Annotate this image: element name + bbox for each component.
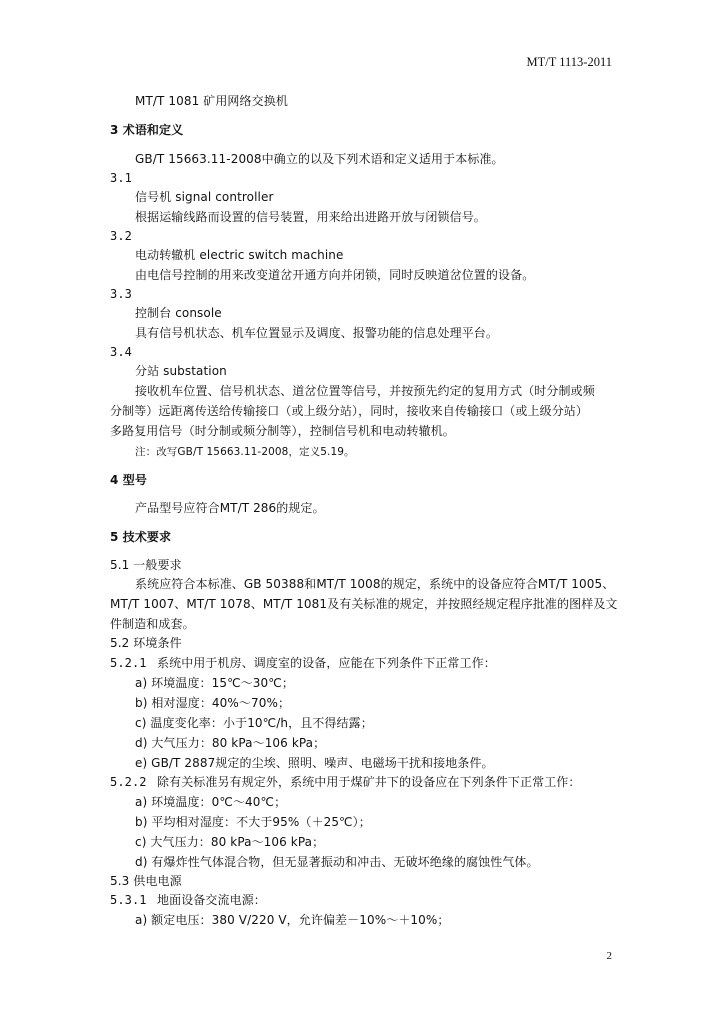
clause-5-3-1-number: 5.3.1 [110, 893, 147, 907]
term-3-1-title: 信号机 signal controller [135, 190, 274, 204]
clause-5-2-2-item-a: a) 环境温度：0℃～40℃； [135, 795, 287, 809]
clause-5-2-2-number: 5.2.2 [110, 775, 147, 789]
term-3-4-number: 3.4 [110, 345, 132, 359]
section-3-intro: GB/T 15663.11-2008中确立的以及下列术语和定义适用于本标准。 [135, 152, 504, 166]
term-3-2-definition: 由电信号控制的用来改变道岔开通方向并闭锁，同时反映道岔位置的设备。 [135, 268, 535, 282]
section-4-body: 产品型号应符合MT/T 286的规定。 [135, 501, 325, 515]
term-3-4-definition-line-1: 接收机车位置、信号机状态、道岔位置等信号，并按预先约定的复用方式（时分制或频 [135, 384, 595, 398]
term-3-4-note: 注：改写GB/T 15663.11-2008，定义5.19。 [135, 446, 355, 458]
term-3-4-definition-line-2: 分制等）远距离传送给传输接口（或上级分站），同时，接收来自传输接口（或上级分站） [110, 404, 589, 418]
clause-5-2-2-item-b: b) 平均相对湿度：不大于95%（＋25℃）； [135, 815, 371, 829]
term-3-3-definition: 具有信号机状态、机车位置显示及调度、报警功能的信息处理平台。 [135, 326, 499, 340]
section-4-heading: 4 型号 [110, 473, 147, 487]
term-3-4-definition-line-3: 多路复用信号（时分制或频分制等），控制信号机和电动转辙机。 [110, 424, 455, 438]
clause-5-2-1-item-a: a) 环境温度：15℃～30℃； [135, 676, 294, 690]
term-3-2-title: 电动转辙机 electric switch machine [135, 248, 344, 262]
term-3-4-title: 分站 substation [135, 364, 227, 378]
term-3-1-definition: 根据运输线路而设置的信号装置，用来给出进路开放与闭锁信号。 [135, 210, 486, 224]
clause-5-2-1-item-e: e) GB/T 2887规定的尘埃、照明、噪声、电磁场干扰和接地条件。 [135, 756, 494, 770]
clause-5-2-1-item-c: c) 温度变化率：小于10℃/h，且不得结露； [135, 716, 373, 730]
clause-5-2-2-item-d: d) 有爆炸性气体混合物，但无显著振动和冲击、无破坏绝缘的腐蚀性气体。 [135, 855, 539, 869]
section-5-1-heading: 5.1 一般要求 [110, 558, 182, 572]
page-header-doc-id: MT/T 1113-2011 [526, 55, 612, 69]
section-5-1-body-line-2: MT/T 1007、MT/T 1078、MT/T 1081及有关标准的规定，并按照经规定程序批准的图样及文 [110, 597, 618, 611]
term-3-2-number: 3.2 [110, 229, 132, 243]
clause-5-2-2-text: 除有关标准另有规定外，系统中用于煤矿井下的设备应在下列条件下正常工作： [157, 775, 581, 789]
clause-5-3-1-item-a: a) 额定电压：380 V/220 V，允许偏差－10%～＋10%； [135, 913, 450, 927]
clause-5-3-1-text: 地面设备交流电源： [157, 893, 266, 907]
ref-mt-t-1081: MT/T 1081 矿用网络交换机 [135, 94, 288, 108]
page-number: 2 [606, 950, 612, 962]
clause-5-2-1-item-b: b) 相对湿度：40%～70%； [135, 696, 291, 710]
clause-5-2-2-item-c: c) 大气压力：80 kPa～106 kPa； [135, 835, 325, 849]
term-3-3-number: 3.3 [110, 287, 132, 301]
section-3-heading: 3 术语和定义 [110, 123, 184, 137]
section-5-1-body-line-3: 件制造和成套。 [110, 617, 195, 631]
section-5-1-body-line-1: 系统应符合本标准、GB 50388和MT/T 1008的规定，系统中的设备应符合MT/T 1005、 [135, 577, 615, 591]
section-5-3-heading: 5.3 供电电源 [110, 874, 182, 888]
clause-5-2-1-item-d: d) 大气压力：80 kPa～106 kPa； [135, 736, 326, 750]
section-5-2-heading: 5.2 环境条件 [110, 636, 182, 650]
term-3-1-number: 3.1 [110, 171, 132, 185]
section-5-heading: 5 技术要求 [110, 530, 172, 544]
clause-5-2-1-number: 5.2.1 [110, 656, 147, 670]
term-3-3-title: 控制台 console [135, 306, 222, 320]
clause-5-2-1-text: 系统中用于机房、调度室的设备，应能在下列条件下正常工作： [157, 656, 496, 670]
